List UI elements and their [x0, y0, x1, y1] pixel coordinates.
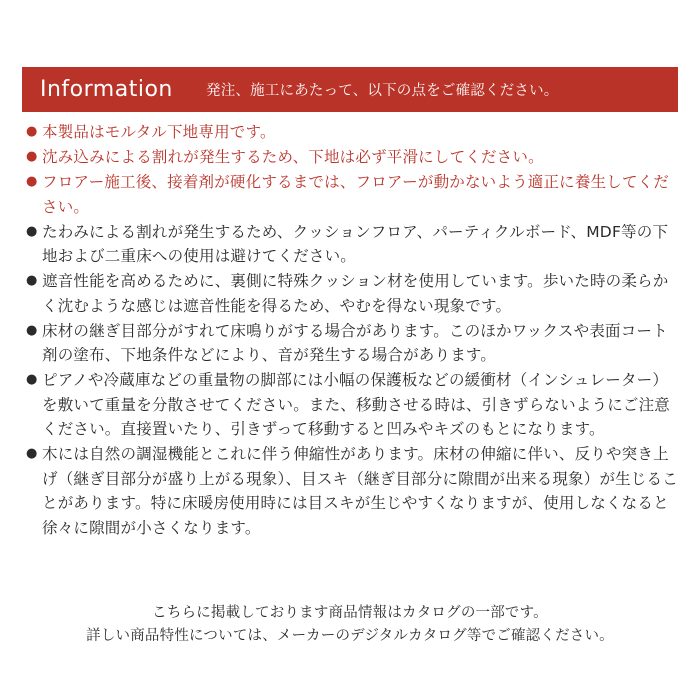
note-item	[26, 145, 680, 170]
bullet-icon: ●	[26, 174, 38, 189]
footer-note	[0, 602, 700, 648]
footer-line: こちらに掲載しております商品情報はカタログの一部です。	[152, 605, 548, 621]
note-text: 遮音性能を高めるために、裏側に特殊クッション材を使用しています。歩いた時の柔らかく沈むような感じは遮音性能を得るため、やむを得ない現象です。	[42, 272, 669, 315]
bullet-icon: ●	[26, 322, 38, 338]
note-text: 沈み込みによる割れが発生するため、下地は必ず平滑にしてください。	[42, 148, 544, 166]
note-text: たわみによる割れが発生するため、クッションフロア、パーティクルボード、MDF等の下地および二重床への使用は避けてください。	[42, 222, 669, 265]
header-subtitle: 発注、施工にあたって、以下の点をご確認ください。	[206, 83, 559, 99]
notes-list	[26, 120, 680, 541]
footer-line: 詳しい商品特性については、メーカーのデジタルカタログ等でご確認ください。	[86, 628, 614, 644]
note-item	[26, 319, 680, 368]
bullet-icon: ●	[26, 446, 38, 461]
note-text: フロアー施工後、接着剤が硬化するまでは、フロアーが動かないよう適正に養生してください。	[42, 173, 670, 216]
note-text: 木には自然の調湿機能とこれに伴う伸縮性があります。床材の伸縮に伴い、反りや突き上げ（継ぎ目部分が盛り上がる現象）、目スキ（継ぎ目部分に隙間が出来る現象）が生じることがあります。特に床暖房使用時には目スキが生じやすくなりますが、使用しなくなると徐々に隙間が小さくなります。	[42, 445, 678, 537]
note-item	[26, 442, 680, 540]
bullet-icon: ●	[26, 124, 38, 139]
note-text: ピアノや冷蔵庫などの重量物の脚部には小幅の保護板などの緩衝材（インシュレーター）を敷いて重量を分散させてください。また、移動させる時は、引きずらないようにご注意ください。直接置いたり、引きずって移動すると凹みやキズのもとになります。	[42, 371, 671, 438]
note-item	[26, 170, 680, 219]
note-text: 床材の継ぎ目部分がすれて床鳴りがする場合があります。このほかワックスや表面コート剤の塗布、下地条件などにより、音が発生する場合があります。	[42, 321, 668, 364]
note-text: 本製品はモルタル下地専用です。	[42, 123, 276, 141]
bullet-icon: ●	[26, 223, 38, 239]
information-header-bar	[22, 67, 678, 112]
bullet-icon: ●	[26, 273, 38, 288]
note-item	[26, 120, 680, 145]
note-item	[26, 220, 680, 269]
note-item	[26, 269, 680, 318]
note-item	[26, 368, 680, 442]
bullet-icon: ●	[26, 372, 38, 387]
bullet-icon: ●	[26, 149, 38, 164]
header-title: Information	[40, 77, 173, 102]
